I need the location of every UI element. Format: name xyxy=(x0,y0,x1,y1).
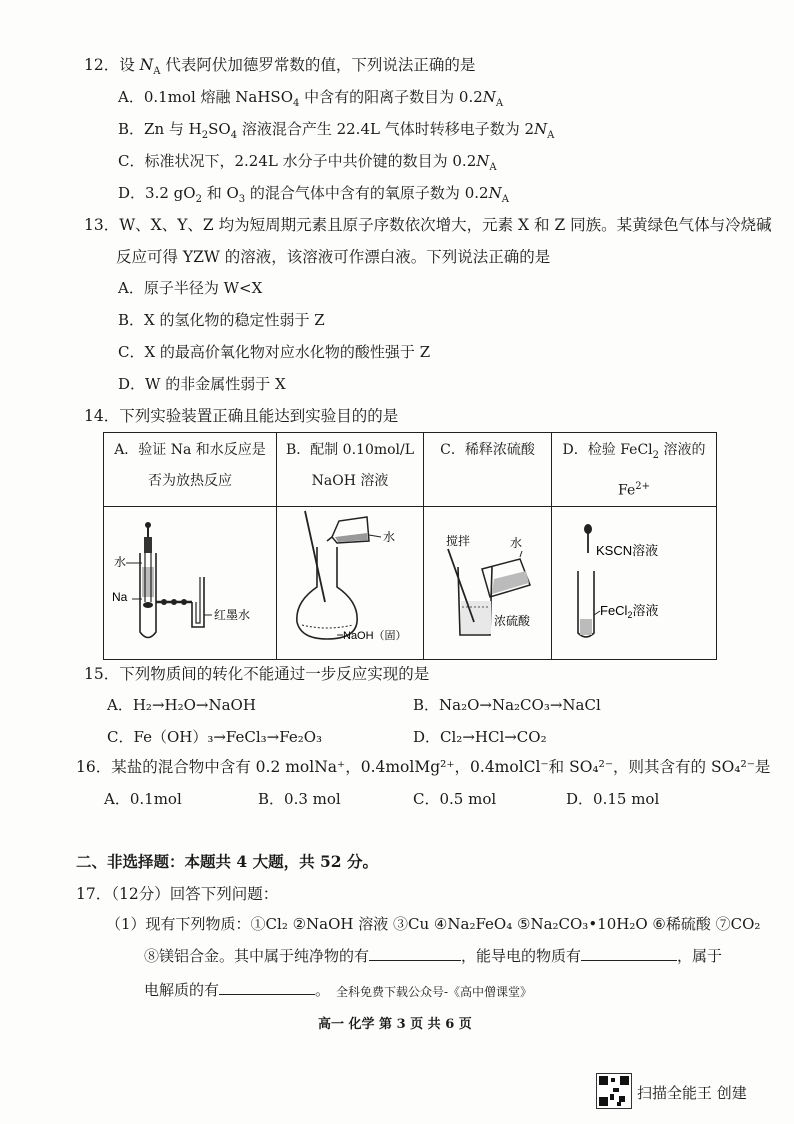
q15-option-d: D．Cl₂→HCl→CO₂ xyxy=(413,728,547,746)
q13-option-c: C．X 的最高价氧化物对应水化物的酸性强于 Z xyxy=(118,343,431,361)
answer-blank-pure-substances[interactable] xyxy=(369,946,461,961)
q16-option-b: B．0.3 mol xyxy=(258,790,341,808)
q13-stem-line2: 反应可得 YZW 的溶液，该溶液可作漂白液。下列说法正确的是 xyxy=(116,248,551,266)
apparatus-b-water-label: 水 xyxy=(383,530,396,545)
q16-stem: 16．某盐的混合物中含有 0.2 molNa⁺，0.4molMg²⁺，0.4molCl⁻和 SO₄²⁻，则其含有的 SO₄²⁻是 xyxy=(76,758,771,776)
q17-part1-line3: 电解质的有 。 xyxy=(144,981,331,999)
q12-option-c: C．标准状况下，2.24L 水分子中共价键的数目为 $0.2N_A$ xyxy=(118,152,497,173)
section-heading: 二、非选择题：本题共 4 大题，共 52 分。 xyxy=(76,852,378,871)
q15-stem: 15．下列物质间的转化不能通过一步反应实现的是 xyxy=(84,665,430,683)
q12-stem: 12．设 $N_A$ 代表阿伏加德罗常数的值，下列说法正确的是 xyxy=(84,56,476,78)
q12-option-b: B．Zn 与 $H_2SO_4$ 溶液混合产生 22.4L 气体时转移电子数为 $2N_A$ xyxy=(118,120,555,141)
q13-stem: 13．W、X、Y、Z 均为短周期元素且原子序数依次增大，元素 X 和 Z 同族。某黄绿色气体与冷烧碱 xyxy=(84,216,772,234)
apparatus-d-fecl-label: FeCl$_2$溶液 xyxy=(600,603,659,621)
answer-blank-conductive[interactable] xyxy=(581,946,677,961)
q12-option-d: D．3.2 $gO_2$ 和 $O_3$ 的混合气体中含有的氧原子数为 $0.2N_A$ xyxy=(118,184,509,205)
apparatus-b-naoh-label: NaOH（固） xyxy=(343,630,407,643)
apparatus-d-kscn-label: KSCN溶液 xyxy=(596,543,659,559)
q16-option-d: D．0.15 mol xyxy=(566,790,660,808)
q17-part1-line2: ⑧镁铝合金。其中属于纯净物的有 ，能导电的物质有 ，属于 xyxy=(144,947,723,965)
q14-cell-a-header: A．验证 Na 和水反应是 否为放热反应 xyxy=(104,433,277,507)
qr-code-icon xyxy=(596,1073,632,1109)
watermark-text: 全科免费下载公众号-《高中僧课堂》 xyxy=(336,985,533,999)
q15-option-c: C．Fe（OH）₃→FeCl₃→Fe₂O₃ xyxy=(107,728,323,746)
q14-cell-b-apparatus xyxy=(277,507,424,660)
apparatus-c-water-label: 水 xyxy=(510,536,523,551)
apparatus-a-ink-label: 红墨水 xyxy=(214,608,251,623)
q13-option-d: D．W 的非金属性弱于 X xyxy=(118,375,286,393)
apparatus-c-acid-label: 浓硫酸 xyxy=(494,614,531,629)
q14-cell-d-header: D．检验 FeCl$_2$ 溶液的 $Fe^{2+}$ xyxy=(552,433,717,507)
apparatus-b-figure xyxy=(277,507,423,657)
q14-cell-d-apparatus xyxy=(552,507,717,660)
q12-option-a: A．0.1mol 熔融 NaHSO$_4$ 中含有的阳离子数目为 $0.2N_A$ xyxy=(118,88,504,109)
q14-cell-c-header: C．稀释浓硫酸 xyxy=(424,433,552,507)
q13-option-a: A．原子半径为 W<X xyxy=(118,279,263,297)
apparatus-c-figure xyxy=(424,507,551,657)
page-footer: 高一 化学 第 3 页 共 6 页 xyxy=(318,1017,472,1032)
q16-option-a: A．0.1mol xyxy=(104,790,182,808)
answer-blank-electrolytes[interactable] xyxy=(219,980,315,995)
apparatus-a-water-label: 水 xyxy=(114,555,127,570)
q15-option-a: A．H₂→H₂O→NaOH xyxy=(107,696,256,714)
apparatus-c-stir-label: 搅拌 xyxy=(446,534,471,549)
q13-option-b: B．X 的氢化物的稳定性弱于 Z xyxy=(118,311,325,329)
apparatus-d-figure xyxy=(552,507,716,657)
apparatus-a-figure xyxy=(104,507,276,657)
q16-option-c: C．0.5 mol xyxy=(413,790,497,808)
q14-cell-c-apparatus xyxy=(424,507,552,660)
q14-stem: 14．下列实验装置正确且能达到实验目的的是 xyxy=(84,407,399,425)
q17-stem: 17．（12分）回答下列问题： xyxy=(76,885,279,903)
q14-cell-a-apparatus xyxy=(104,507,277,660)
q14-experiment-table xyxy=(103,432,717,660)
q17-part1-line1: （1）现有下列物质：①Cl₂ ②NaOH 溶液 ③Cu ④Na₂FeO₄ ⑤Na₂CO₃•10H₂O ⑥稀硫酸 ⑦CO₂ xyxy=(106,915,761,933)
apparatus-a-na-label: Na xyxy=(112,590,128,605)
q15-option-b: B．Na₂O→Na₂CO₃→NaCl xyxy=(413,696,601,714)
q14-cell-b-header: B．配制 0.10mol/L NaOH 溶液 xyxy=(277,433,424,507)
scanner-watermark: 扫描全能王 创建 xyxy=(637,1084,747,1102)
